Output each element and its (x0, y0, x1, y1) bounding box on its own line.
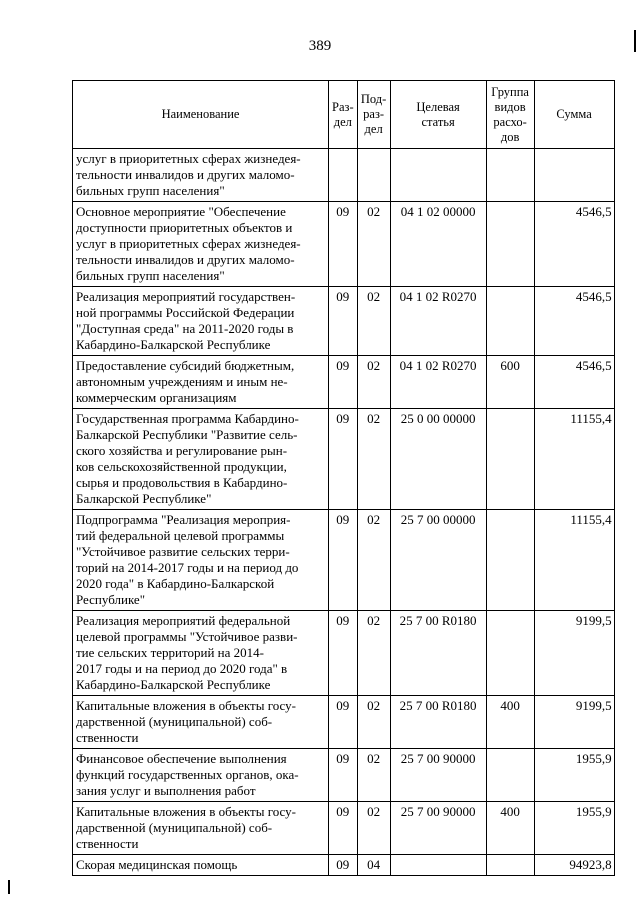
cell-sum: 4546,5 (534, 287, 614, 356)
cell-section: 09 (329, 287, 358, 356)
cell-target-item: 04 1 02 R0270 (390, 287, 486, 356)
table-row (73, 611, 615, 696)
cell-section: 09 (329, 749, 358, 802)
cell-subsection: 02 (357, 611, 390, 696)
cell-name: Капитальные вложения в объекты госу- дарственной (муниципальной) соб- ственности (73, 696, 329, 749)
cell-target-item: 25 7 00 90000 (390, 802, 486, 855)
cell-section: 09 (329, 802, 358, 855)
header-name: Наименование (73, 81, 329, 149)
header-subsection: Под- раз- дел (357, 81, 390, 149)
cell-subsection: 02 (357, 696, 390, 749)
page-number: 389 (308, 38, 332, 54)
cell-section: 09 (329, 696, 358, 749)
cell-target-item (390, 855, 486, 876)
cell-section: 09 (329, 356, 358, 409)
cell-name: Капитальные вложения в объекты госу- дарственной (муниципальной) соб- ственности (73, 802, 329, 855)
table-row (73, 287, 615, 356)
table-row (73, 202, 615, 287)
cell-sum: 4546,5 (534, 356, 614, 409)
cell-sum (534, 149, 614, 202)
table-row (73, 855, 615, 876)
table-header-row (73, 81, 615, 149)
cell-target-item: 25 0 00 00000 (390, 409, 486, 510)
cell-expense-group (486, 510, 534, 611)
table-row (73, 802, 615, 855)
cell-expense-group (486, 749, 534, 802)
table-row (73, 149, 615, 202)
cell-section (329, 149, 358, 202)
table-row (73, 510, 615, 611)
margin-mark-top (634, 30, 636, 52)
cell-section: 09 (329, 409, 358, 510)
cell-target-item: 04 1 02 R0270 (390, 356, 486, 409)
cell-target-item: 04 1 02 00000 (390, 202, 486, 287)
cell-expense-group (486, 409, 534, 510)
cell-name: Государственная программа Кабардино- Балкарской Республики "Развитие сель- ского хозяйства и регулирование рын- ков сельскохозяйственной продукции, сырья и продовольствия в Кабардино- Балкарской Республике" (73, 409, 329, 510)
cell-subsection: 02 (357, 409, 390, 510)
cell-target-item: 25 7 00 90000 (390, 749, 486, 802)
header-expense-group: Группа видов расхо- дов (486, 81, 534, 149)
cell-subsection: 02 (357, 802, 390, 855)
cell-name: Основное мероприятие "Обеспечение доступности приоритетных объектов и услуг в приоритетных сферах жизнедея- тельности инвалидов и других маломо- бильных групп населения" (73, 202, 329, 287)
cell-name: Скорая медицинская помощь (73, 855, 329, 876)
cell-sum: 1955,9 (534, 802, 614, 855)
cell-expense-group (486, 287, 534, 356)
cell-name: услуг в приоритетных сферах жизнедея- тельности инвалидов и других маломо- бильных групп населения" (73, 149, 329, 202)
cell-sum: 11155,4 (534, 510, 614, 611)
cell-sum: 9199,5 (534, 696, 614, 749)
cell-expense-group (486, 149, 534, 202)
cell-subsection: 02 (357, 287, 390, 356)
cell-section: 09 (329, 202, 358, 287)
header-target-item: Целевая статья (390, 81, 486, 149)
cell-expense-group (486, 855, 534, 876)
table-row (73, 356, 615, 409)
margin-mark-bottom (8, 880, 10, 894)
cell-subsection (357, 149, 390, 202)
table-body (73, 149, 615, 876)
cell-subsection: 02 (357, 749, 390, 802)
cell-expense-group: 400 (486, 696, 534, 749)
budget-table (72, 80, 615, 876)
cell-name: Реализация мероприятий федеральной целевой программы "Устойчивое разви- тие сельских территорий на 2014- 2017 годы и на период до 2020 года" в Кабардино-Балкарской Республике (73, 611, 329, 696)
cell-sum: 11155,4 (534, 409, 614, 510)
cell-name: Предоставление субсидий бюджетным, автономным учреждениям и иным не- коммерческим организациям (73, 356, 329, 409)
cell-section: 09 (329, 855, 358, 876)
header-section: Раз- дел (329, 81, 358, 149)
table-row (73, 409, 615, 510)
cell-subsection: 02 (357, 356, 390, 409)
cell-target-item: 25 7 00 R0180 (390, 611, 486, 696)
cell-target-item: 25 7 00 R0180 (390, 696, 486, 749)
cell-expense-group (486, 202, 534, 287)
cell-subsection: 04 (357, 855, 390, 876)
cell-target-item: 25 7 00 00000 (390, 510, 486, 611)
cell-expense-group: 400 (486, 802, 534, 855)
cell-sum: 1955,9 (534, 749, 614, 802)
cell-name: Реализация мероприятий государствен- ной программы Российской Федерации "Доступная среда" на 2011-2020 годы в Кабардино-Балкарской Республике (73, 287, 329, 356)
cell-sum: 4546,5 (534, 202, 614, 287)
cell-expense-group: 600 (486, 356, 534, 409)
cell-sum: 9199,5 (534, 611, 614, 696)
cell-section: 09 (329, 611, 358, 696)
table-row (73, 696, 615, 749)
cell-target-item (390, 149, 486, 202)
cell-section: 09 (329, 510, 358, 611)
table-row (73, 749, 615, 802)
cell-subsection: 02 (357, 202, 390, 287)
cell-name: Подпрограмма "Реализация мероприя- тий федеральной целевой программы "Устойчивое развитие сельских терри- торий на 2014-2017 годы и на период до 2020 года" в Кабардино-Балкарской Республике" (73, 510, 329, 611)
cell-expense-group (486, 611, 534, 696)
cell-name: Финансовое обеспечение выполнения функций государственных органов, ока- зания услуг и выполнения работ (73, 749, 329, 802)
header-sum: Сумма (534, 81, 614, 149)
cell-sum: 94923,8 (534, 855, 614, 876)
cell-subsection: 02 (357, 510, 390, 611)
